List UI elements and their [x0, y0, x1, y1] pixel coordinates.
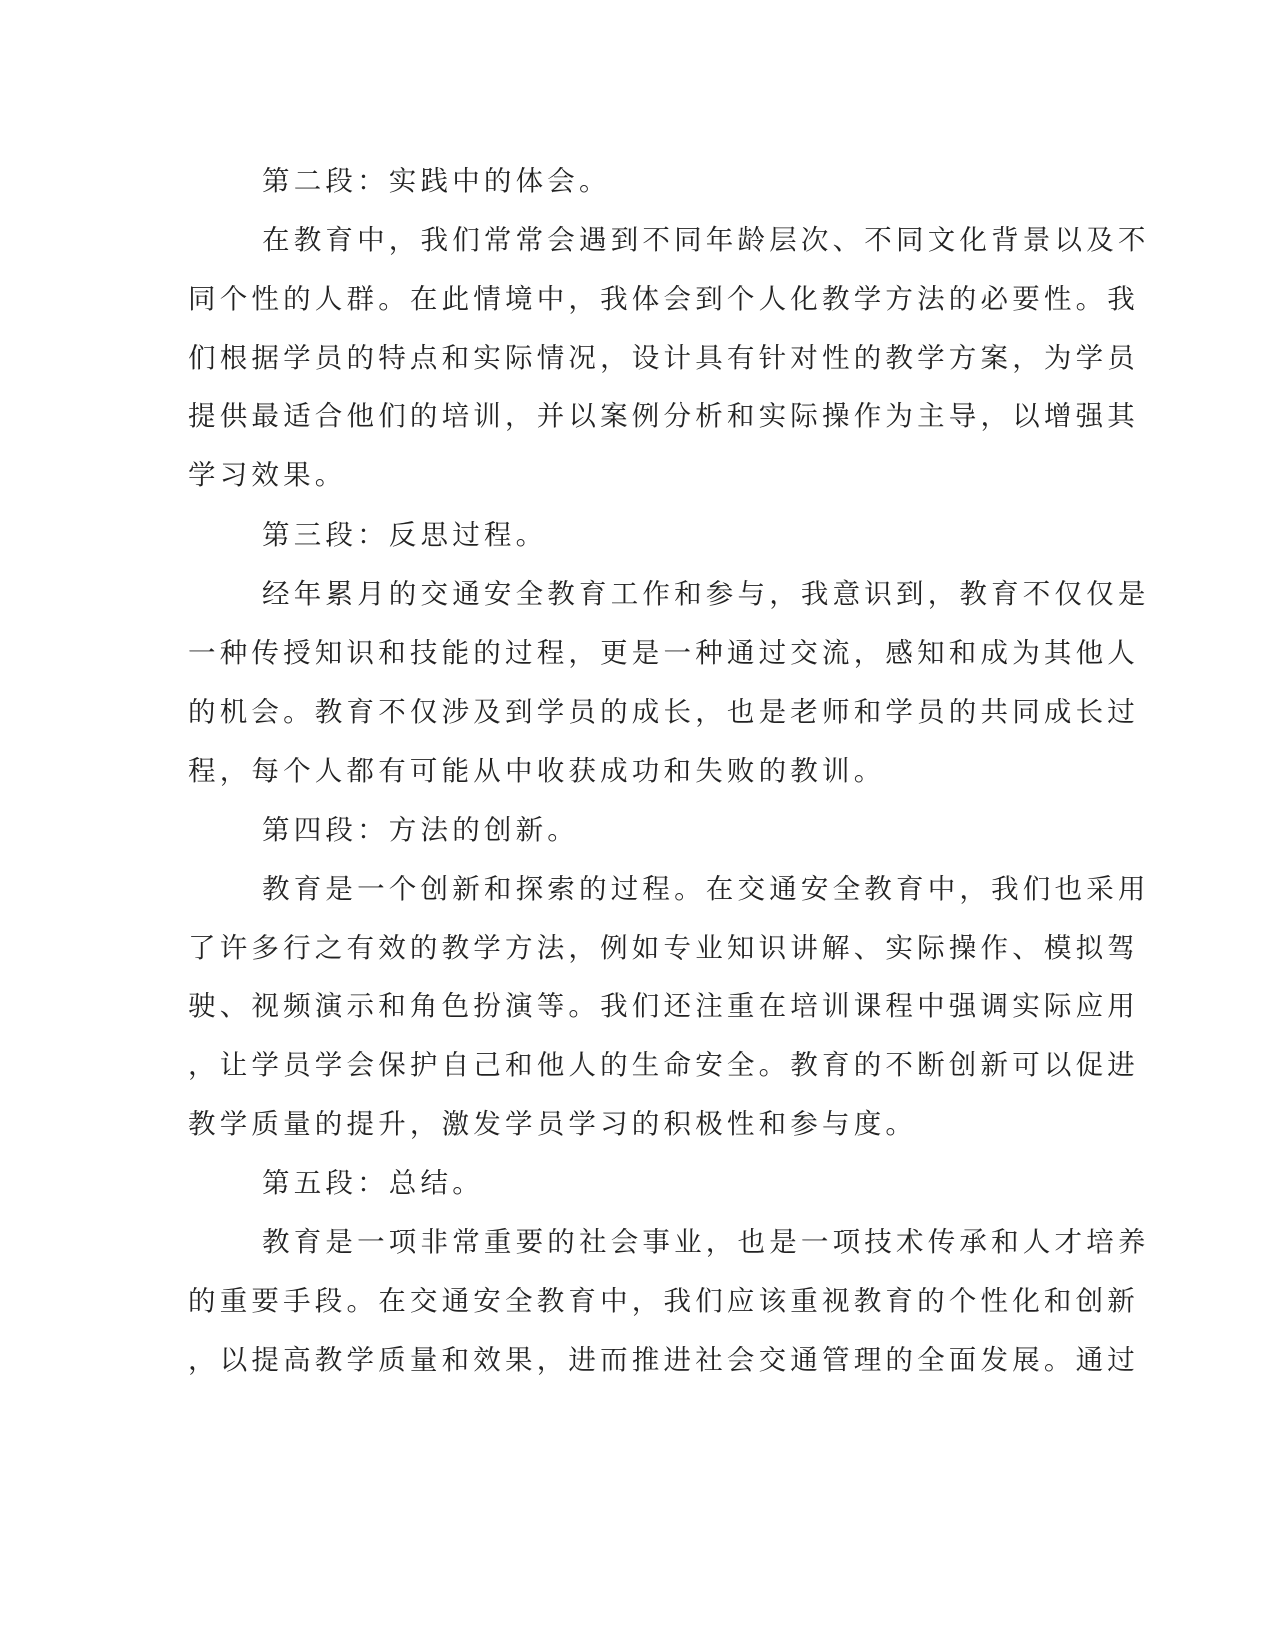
paragraph-line: 了许多行之有效的教学方法，例如专业知识讲解、实际操作、模拟驾: [188, 932, 1139, 964]
paragraph-line: 教学质量的提升，激发学员学习的积极性和参与度。: [188, 1108, 918, 1140]
paragraph-line: 的重要手段。在交通安全教育中，我们应该重视教育的个性化和创新: [188, 1285, 1139, 1317]
paragraph-line: 一种传授知识和技能的过程，更是一种通过交流，感知和成为其他人: [188, 637, 1139, 669]
section-heading-3: 第三段：反思过程。: [262, 519, 548, 551]
section-heading-5: 第五段：总结。: [262, 1167, 484, 1199]
paragraph-line: 教育是一个创新和探索的过程。在交通安全教育中，我们也采用: [262, 873, 1150, 905]
paragraph-line: ，让学员学会保护自己和他人的生命安全。教育的不断创新可以促进: [188, 1049, 1139, 1081]
paragraph-line: 在教育中，我们常常会遇到不同年龄层次、不同文化背景以及不: [262, 224, 1150, 256]
paragraph-line: 的机会。教育不仅涉及到学员的成长，也是老师和学员的共同成长过: [188, 696, 1139, 728]
paragraph-line: 同个性的人群。在此情境中，我体会到个人化教学方法的必要性。我: [188, 283, 1139, 315]
paragraph-line: 们根据学员的特点和实际情况，设计具有针对性的教学方案，为学员: [188, 342, 1139, 374]
section-heading-2: 第二段：实践中的体会。: [262, 165, 611, 197]
paragraph-line: 提供最适合他们的培训，并以案例分析和实际操作为主导，以增强其: [188, 400, 1139, 432]
paragraph-line: 教育是一项非常重要的社会事业，也是一项技术传承和人才培养: [262, 1226, 1150, 1258]
section-heading-4: 第四段：方法的创新。: [262, 814, 579, 846]
paragraph-line: 程，每个人都有可能从中收获成功和失败的教训。: [188, 755, 886, 787]
paragraph-line: ，以提高教学质量和效果，进而推进社会交通管理的全面发展。通过: [188, 1344, 1139, 1376]
paragraph-line: 学习效果。: [188, 459, 347, 491]
paragraph-line: 驶、视频演示和角色扮演等。我们还注重在培训课程中强调实际应用: [188, 990, 1139, 1022]
paragraph-line: 经年累月的交通安全教育工作和参与，我意识到，教育不仅仅是: [262, 578, 1150, 610]
